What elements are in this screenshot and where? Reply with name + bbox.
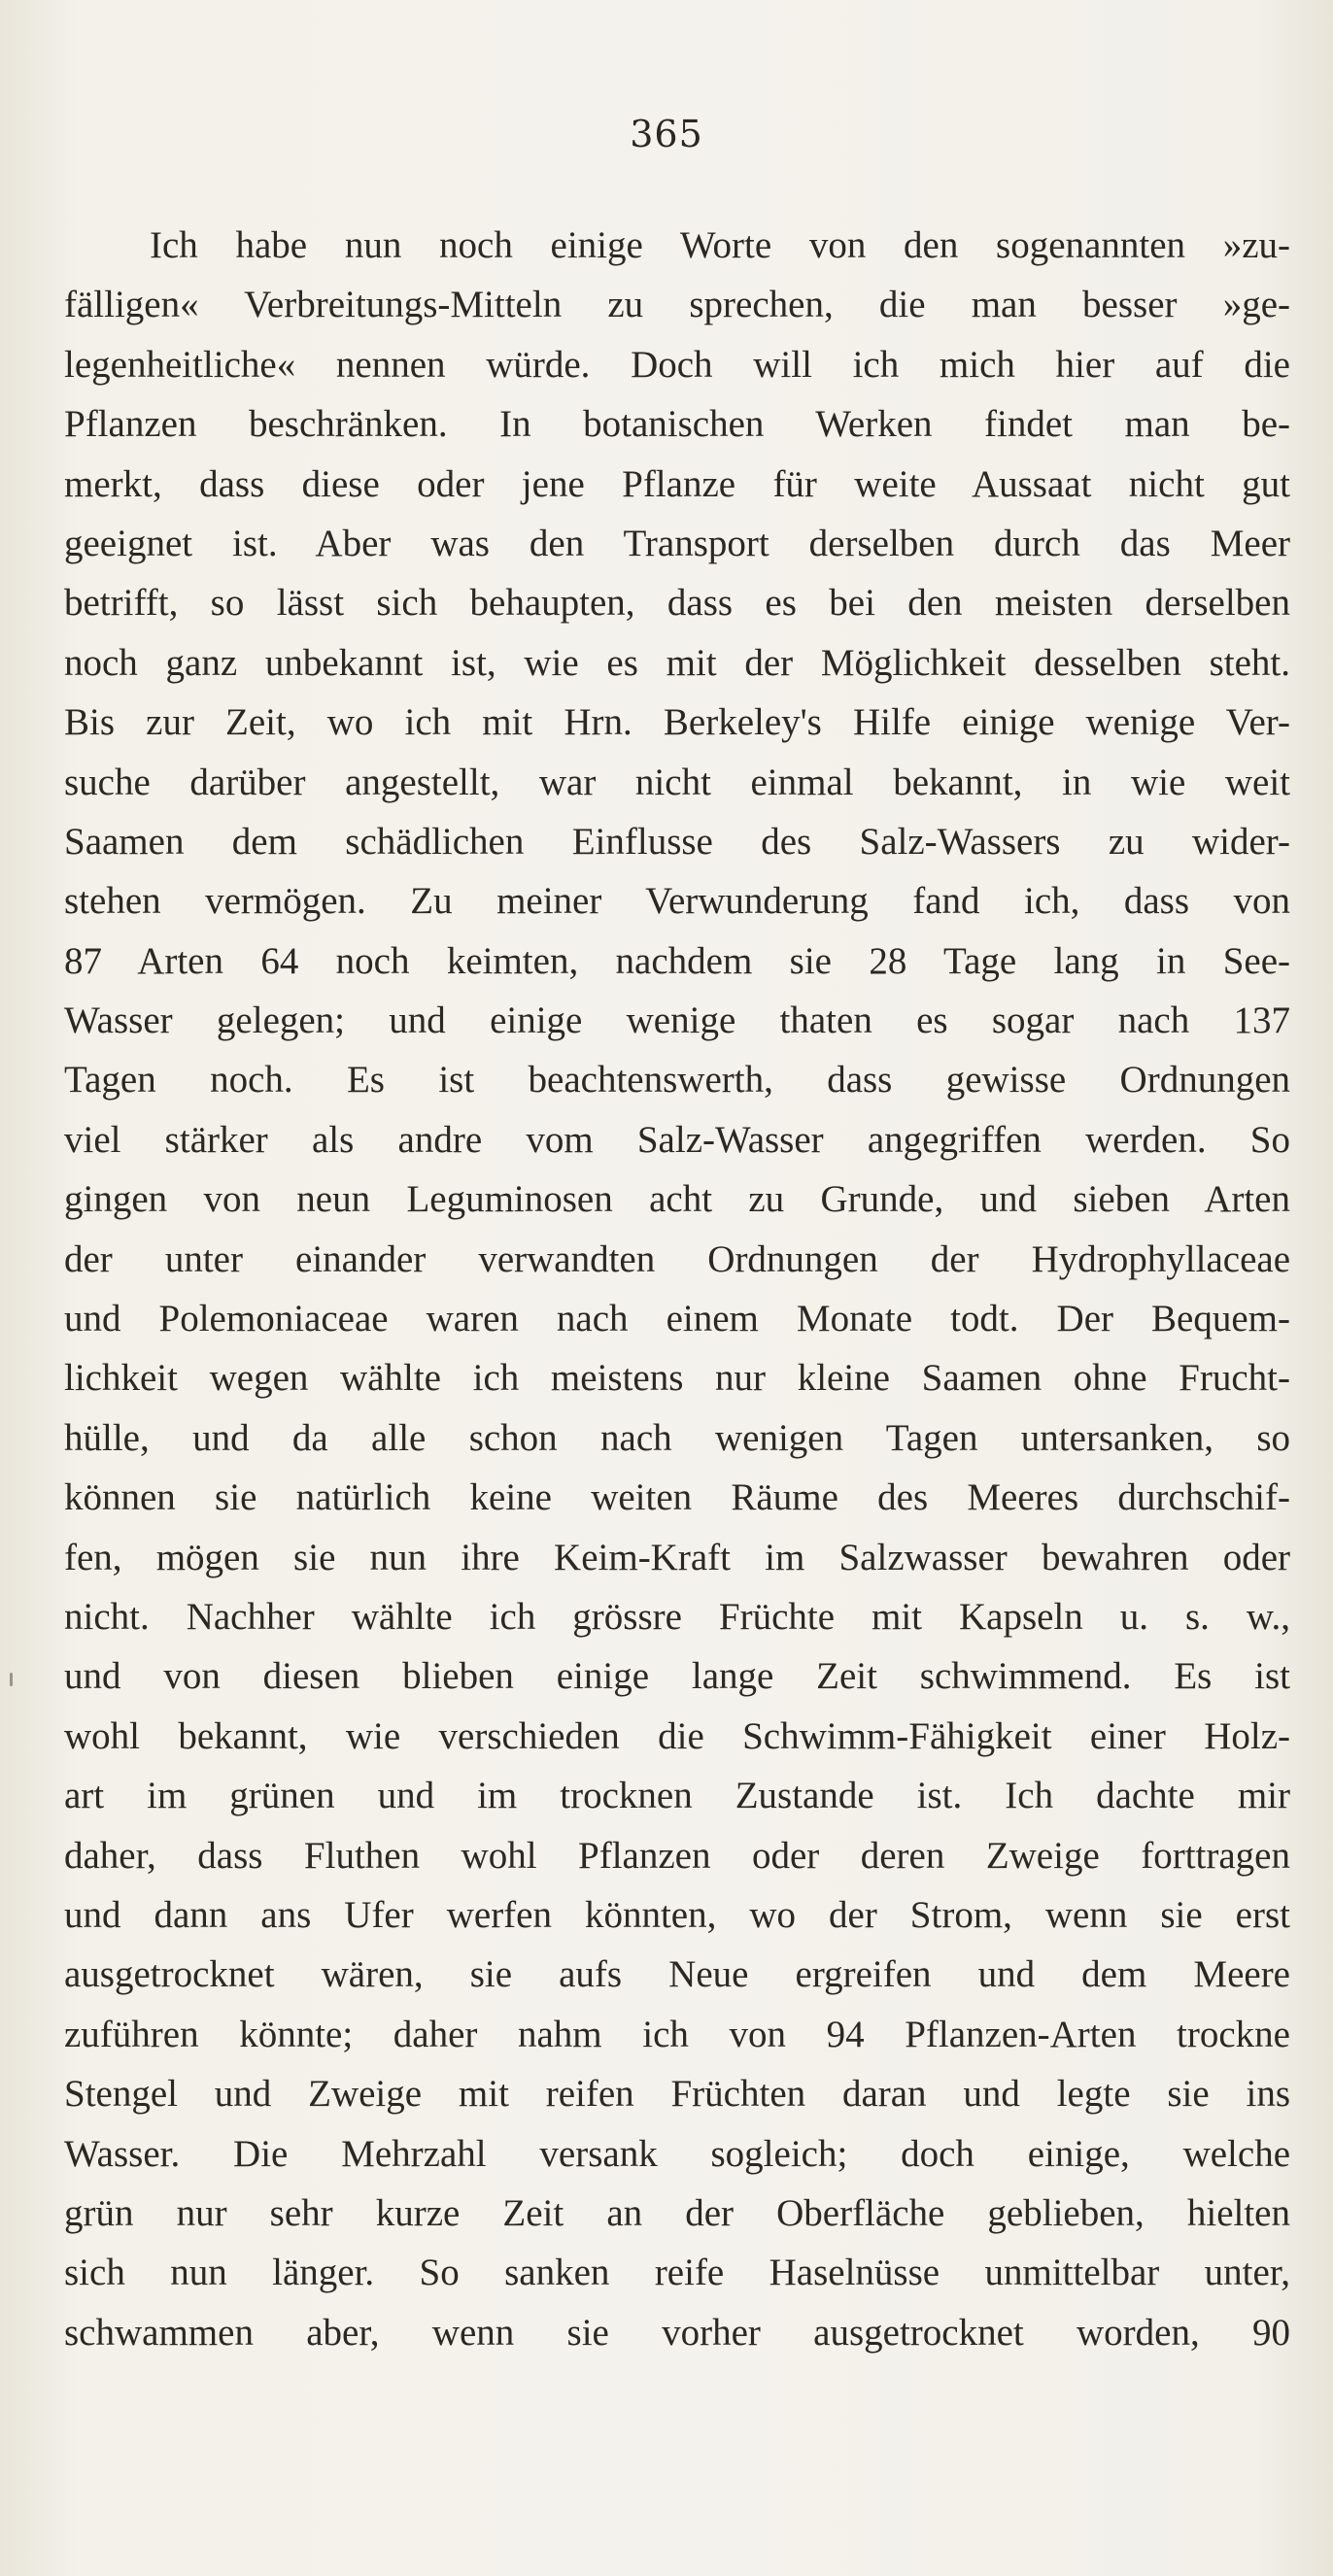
- text-line: legenheitliche« nennen würde. Doch will ich mich hier auf die: [64, 343, 1290, 386]
- text-line: Wasser gelegen; und einige wenige thaten es sogar nach 137: [64, 1000, 1290, 1042]
- text-line: und Polemoniaceae waren nach einem Monate todt. Der Bequem-: [64, 1298, 1290, 1340]
- text-line: daher, dass Fluthen wohl Pflanzen oder deren Zweige forttragen: [64, 1834, 1290, 1877]
- text-line: suche darüber angestellt, war nicht einmal bekannt, in wie weit: [64, 761, 1290, 803]
- text-line: geeignet ist. Aber was den Transport derselben durch das Meer: [64, 522, 1290, 564]
- text-line: lichkeit wegen wählte ich meistens nur kleine Saamen ohne Frucht-: [64, 1357, 1290, 1400]
- text-line: Stengel und Zweige mit reifen Früchten daran und legte sie ins: [64, 2073, 1290, 2116]
- text-line: betrifft, so lässt sich behaupten, dass es bei den meisten derselben: [64, 582, 1290, 625]
- margin-mark: [10, 1673, 13, 1686]
- text-line: ausgetrocknet wären, sie aufs Neue ergreifen und dem Meere: [64, 1953, 1290, 1996]
- text-line: der unter einander verwandten Ordnungen der Hydrophyllaceae: [64, 1237, 1290, 1280]
- text-line: hülle, und da alle schon nach wenigen Tagen untersanken, so: [64, 1416, 1290, 1459]
- body-text: [64, 216, 1290, 2362]
- text-line: können sie natürlich keine weiten Räume des Meeres durchschif-: [64, 1476, 1290, 1519]
- text-line: zuführen könnte; daher nahm ich von 94 Pflanzen-Arten trockne: [64, 2013, 1290, 2055]
- text-line: Bis zur Zeit, wo ich mit Hrn. Berkeley's Hilfe einige wenige Ver-: [64, 701, 1290, 744]
- text-line: Wasser. Die Mehrzahl versank sogleich; doch einige, welche: [64, 2132, 1290, 2175]
- text-line: Saamen dem schädlichen Einflusse des Salz-Wassers zu wider-: [64, 820, 1290, 863]
- text-line: stehen vermögen. Zu meiner Verwunderung fand ich, dass von: [64, 880, 1290, 923]
- text-line: und von diesen blieben einige lange Zeit schwimmend. Es ist: [64, 1655, 1290, 1698]
- page-number: 365: [630, 113, 703, 155]
- text-line: fälligen« Verbreitungs-Mitteln zu sprechen, die man besser »ge-: [64, 284, 1290, 326]
- text-line: und dann ans Ufer werfen könnten, wo der Strom, wenn sie erst: [64, 1893, 1290, 1936]
- text-line: fen, mögen sie nun ihre Keim-Kraft im Salzwasser bewahren oder: [64, 1536, 1290, 1578]
- text-line: nicht. Nachher wählte ich grössre Früchte mit Kapseln u. s. w.,: [64, 1595, 1290, 1638]
- text-line: wohl bekannt, wie verschieden die Schwimm-Fähigkeit einer Holz-: [64, 1714, 1290, 1757]
- text-line: viel stärker als andre vom Salz-Wasser angegriffen werden. So: [64, 1118, 1290, 1161]
- text-line: merkt, dass diese oder jene Pflanze für weite Aussaat nicht gut: [64, 462, 1290, 505]
- text-line: sich nun länger. So sanken reife Haselnüsse unmittelbar unter,: [64, 2252, 1290, 2294]
- text-line: schwammen aber, wenn sie vorher ausgetrocknet worden, 90: [64, 2311, 1290, 2354]
- text-line: gingen von neun Leguminosen acht zu Grunde, und sieben Arten: [64, 1178, 1290, 1221]
- text-line: 87 Arten 64 noch keimten, nachdem sie 28 Tage lang in See-: [64, 939, 1290, 982]
- text-line: noch ganz unbekannt ist, wie es mit der Möglichkeit desselben steht.: [64, 641, 1290, 684]
- text-line: grün nur sehr kurze Zeit an der Oberfläche geblieben, hielten: [64, 2191, 1290, 2234]
- text-line: Ich habe nun noch einige Worte von den sogenannten »zu-: [150, 224, 1290, 266]
- text-line: Pflanzen beschränken. In botanischen Werken findet man be-: [64, 403, 1290, 446]
- text-line: art im grünen und im trocknen Zustande ist. Ich dachte mir: [64, 1775, 1290, 1817]
- text-line: Tagen noch. Es ist beachtenswerth, dass gewisse Ordnungen: [64, 1059, 1290, 1102]
